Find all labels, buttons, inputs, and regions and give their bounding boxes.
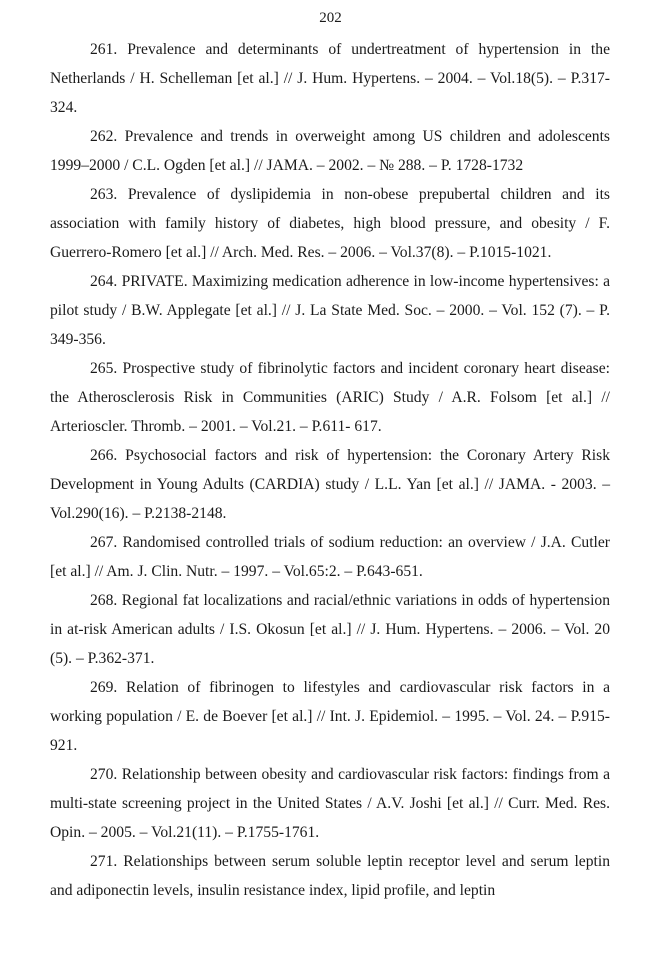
reference-item-263: 263. Prevalence of dyslipidemia in non-obese prepubertal children and its association with family history of diabetes, high blood pressure, and obesity / F. Guerrero-Romero [et al.] // Arch. Med. Res. – 2006. – Vol.37(8). – P.1015-1021. <box>50 186 610 261</box>
page-number: 202 <box>319 10 342 26</box>
reference-item-269: 269. Relation of fibrinogen to lifestyles and cardiovascular risk factors in a working population / E. de Boever [et al.] // Int. J. Epidemiol. – 1995. – Vol. 24. – P.915-921. <box>50 679 610 754</box>
reference-item-265: 265. Prospective study of fibrinolytic factors and incident coronary heart disease: the Atherosclerosis Risk in Communities (ARIC) Study / A.R. Folsom [et al.] // Arterioscler. Thromb. – 2001. – Vol.21. – P.611- 617. <box>50 360 610 435</box>
reference-item-267: 267. Randomised controlled trials of sodium reduction: an overview / J.A. Cutler [et al.] // Am. J. Clin. Nutr. – 1997. – Vol.65:2. – P.643-651. <box>50 534 610 580</box>
reference-item-261: 261. Prevalence and determinants of undertreatment of hypertension in the Netherlands / H. Schelleman [et al.] // J. Hum. Hypertens. – 2004. – Vol.18(5). – P.317-324. <box>50 41 610 116</box>
reference-item-268: 268. Regional fat localizations and racial/ethnic variations in odds of hypertension in at-risk American adults / I.S. Okosun [et al.] // J. Hum. Hypertens. – 2006. – Vol. 20 (5). – P.362-371. <box>50 592 610 667</box>
reference-item-271: 271. Relationships between serum soluble leptin receptor level and serum leptin and adiponectin levels, insulin resistance index, lipid profile, and leptin <box>50 853 610 899</box>
reference-list <box>50 35 610 905</box>
reference-item-262: 262. Prevalence and trends in overweight among US children and adolescents 1999–2000 / C.L. Ogden [et al.] // JAMA. – 2002. – № 288. – P. 1728-1732 <box>50 128 610 174</box>
reference-item-266: 266. Psychosocial factors and risk of hypertension: the Coronary Artery Risk Development in Young Adults (CARDIA) study / L.L. Yan [et al.] // JAMA. - 2003. – Vol.290(16). – P.2138-2148. <box>50 447 610 522</box>
reference-item-264: 264. PRIVATE. Maximizing medication adherence in low-income hypertensives: a pilot study / B.W. Applegate [et al.] // J. La State Med. Soc. – 2000. – Vol. 152 (7). – P. 349-356. <box>50 273 610 348</box>
reference-item-270: 270. Relationship between obesity and cardiovascular risk factors: findings from a multi-state screening project in the United States / A.V. Joshi [et al.] // Curr. Med. Res. Opin. – 2005. – Vol.21(11). – P.1755-1761. <box>50 766 610 841</box>
